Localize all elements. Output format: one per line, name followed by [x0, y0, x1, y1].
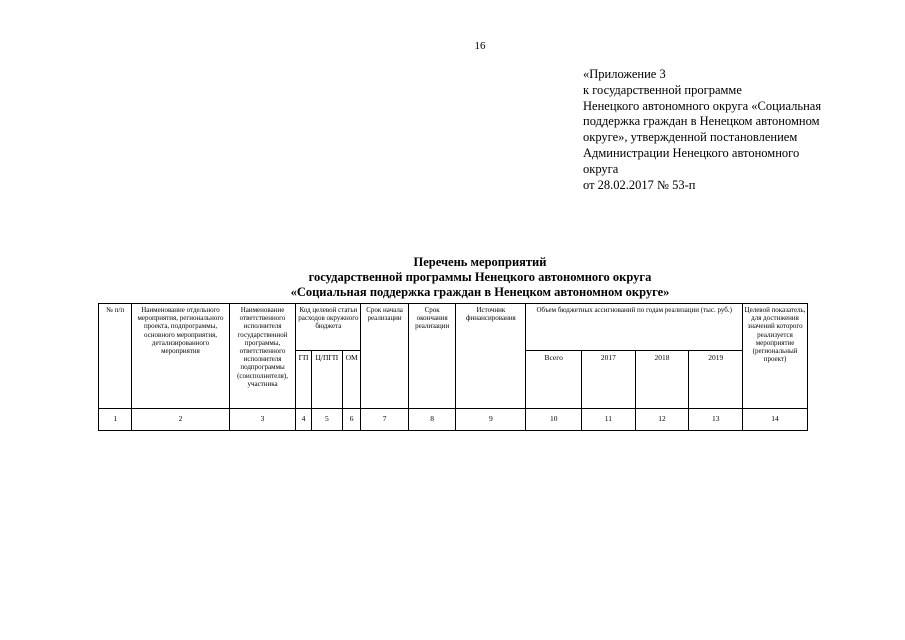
appendix-line: поддержка граждан в Ненецком автономном [583, 114, 820, 129]
title-line: Перечень мероприятий [413, 255, 547, 269]
column-number: 7 [361, 409, 409, 431]
column-number: 6 [343, 409, 361, 431]
header-volume: Объем бюджетных ассигнований по годам реализации (тыс. руб.) [526, 304, 743, 351]
column-number: 1 [99, 409, 132, 431]
column-numbers-row [99, 409, 808, 431]
title-line: государственной программы Ненецкого автономного округа [308, 270, 652, 284]
header-end: Срок окончания реализации [408, 304, 456, 409]
page-number: 16 [474, 40, 486, 52]
header-gp: ГП [296, 351, 311, 409]
appendix-line: к государственной программе [583, 82, 742, 97]
column-number: 4 [296, 409, 311, 431]
header-start: Срок начала реализации [361, 304, 409, 409]
header-executor: Наименование ответственного исполнителя государственной программы, ответственного исполнителя подпрограммы (соисполнителя), участника [229, 304, 296, 409]
events-table [98, 303, 808, 431]
column-number: 14 [743, 409, 808, 431]
appendix-note [583, 67, 883, 193]
column-number: 5 [311, 409, 342, 431]
column-number: 13 [689, 409, 743, 431]
header-budget-code: Код целевой статьи расходов окружного бюджета [296, 304, 361, 351]
appendix-line: от 28.02.2017 № 53-п [583, 177, 696, 192]
appendix-line: Администрации Ненецкого автономного [583, 145, 800, 160]
header-source: Источник финансирования [456, 304, 526, 409]
header-num: № п/п [99, 304, 132, 409]
header-total: Всего [526, 351, 582, 409]
header-2017: 2017 [582, 351, 636, 409]
document-title [180, 255, 780, 300]
appendix-line: «Приложение 3 [583, 67, 666, 81]
header-event-name: Наименование отдельного мероприятия, регионального проекта, подпрограммы, основного мероприятия, детализированного мероприятия [132, 304, 229, 409]
column-number: 3 [229, 409, 296, 431]
column-number: 9 [456, 409, 526, 431]
appendix-line: Ненецкого автономного округа «Социальная [583, 98, 822, 113]
header-indicator: Целевой показатель, для достижения значений которого реализуется мероприятие (региональный проект) [743, 304, 808, 409]
column-number: 12 [635, 409, 689, 431]
header-cp: Ц/ПГП [311, 351, 342, 409]
header-row [99, 304, 808, 351]
column-number: 2 [132, 409, 229, 431]
header-2019: 2019 [689, 351, 743, 409]
column-number: 11 [582, 409, 636, 431]
appendix-line: округа [583, 161, 619, 176]
column-number: 10 [526, 409, 582, 431]
column-number: 8 [408, 409, 456, 431]
header-2018: 2018 [635, 351, 689, 409]
title-line: «Социальная поддержка граждан в Ненецком автономном округе» [290, 285, 670, 299]
appendix-line: округе», утвержденной постановлением [583, 130, 798, 145]
header-om: ОМ [343, 351, 361, 409]
